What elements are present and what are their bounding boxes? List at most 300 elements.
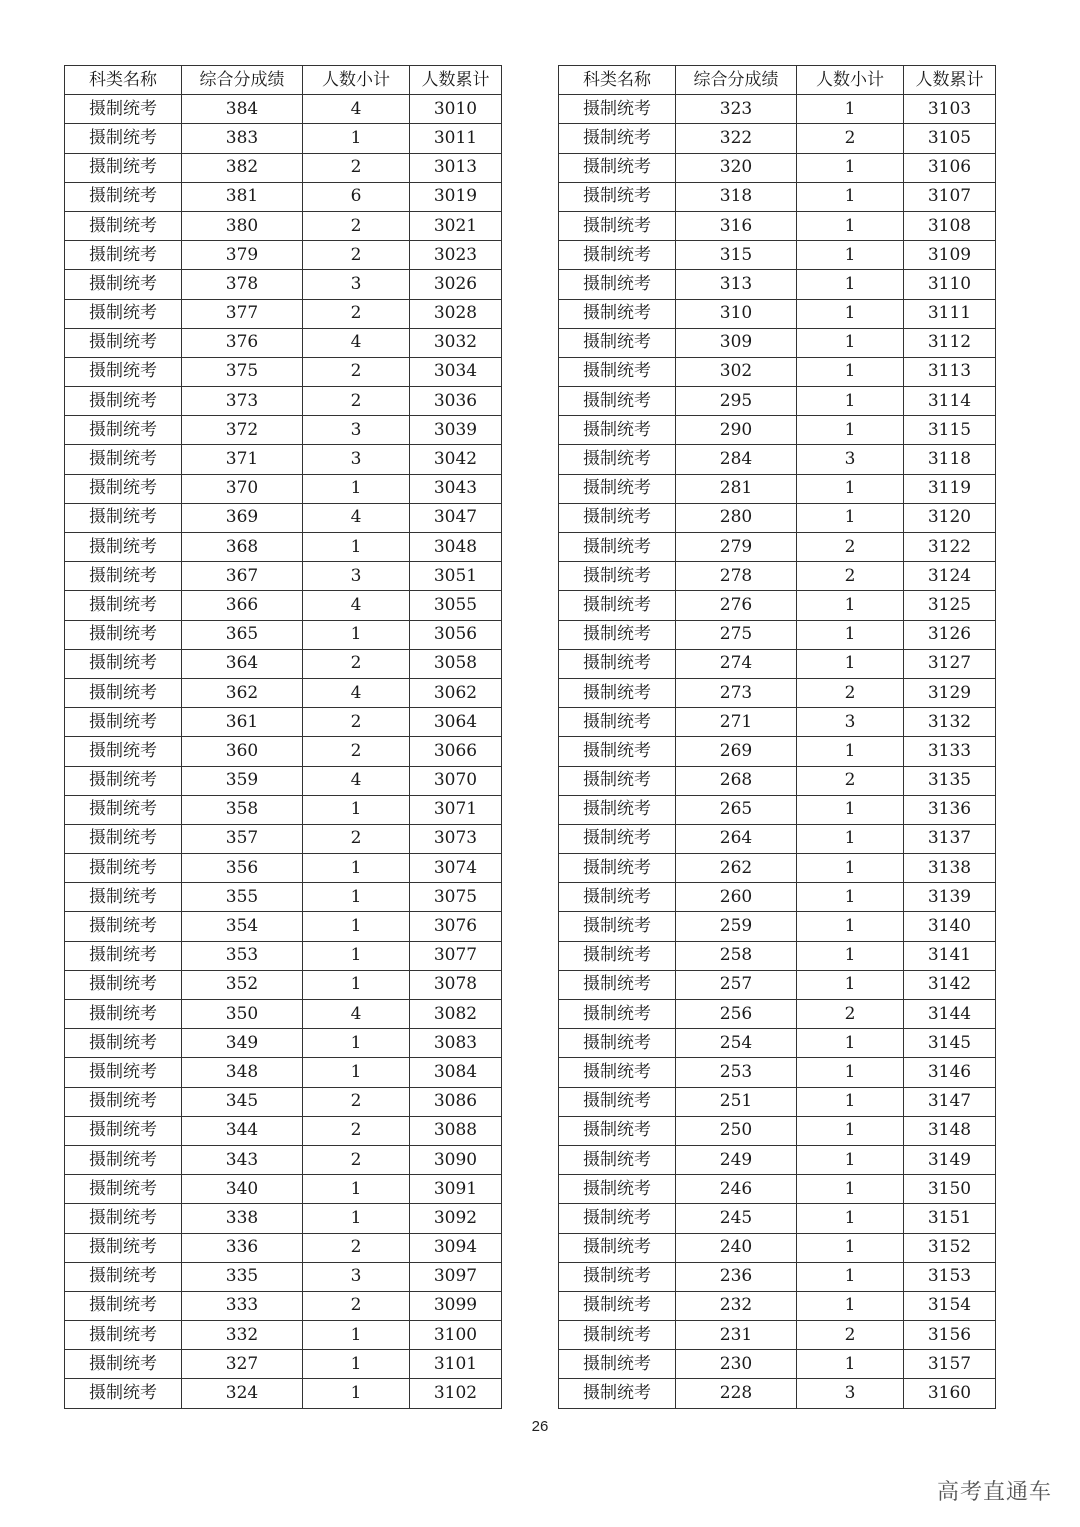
cell-score: 275 [676,620,797,649]
cell-cumulative: 3051 [410,562,502,591]
cell-cumulative: 3154 [904,1291,996,1320]
table-row [65,562,502,591]
cell-cumulative: 3101 [410,1350,502,1379]
table-row [559,883,996,912]
cell-category: 摄制统考 [65,1321,182,1350]
cell-count: 4 [303,591,410,620]
cell-score: 353 [182,941,303,970]
cell-category: 摄制统考 [559,1058,676,1087]
cell-count: 1 [303,124,410,153]
cell-count: 1 [797,416,904,445]
cell-score: 384 [182,95,303,124]
cell-count: 4 [303,328,410,357]
table-row [559,766,996,795]
cell-count: 2 [303,708,410,737]
cell-count: 1 [303,795,410,824]
cell-count: 4 [303,95,410,124]
cell-cumulative: 3043 [410,474,502,503]
table-row [65,1379,502,1408]
cell-score: 356 [182,854,303,883]
cell-cumulative: 3011 [410,124,502,153]
header-count: 人数小计 [303,66,410,95]
cell-cumulative: 3082 [410,1000,502,1029]
cell-cumulative: 3055 [410,591,502,620]
cell-count: 1 [797,357,904,386]
table-row [559,591,996,620]
table-row [65,1029,502,1058]
cell-count: 1 [797,620,904,649]
table-row [65,795,502,824]
cell-cumulative: 3102 [410,1379,502,1408]
cell-score: 332 [182,1321,303,1350]
cell-count: 3 [797,445,904,474]
table-row [559,416,996,445]
cell-cumulative: 3042 [410,445,502,474]
cell-category: 摄制统考 [559,1379,676,1408]
cell-cumulative: 3157 [904,1350,996,1379]
table-row [559,1291,996,1320]
cell-category: 摄制统考 [65,766,182,795]
cell-count: 2 [303,824,410,853]
cell-cumulative: 3138 [904,854,996,883]
cell-cumulative: 3058 [410,649,502,678]
cell-category: 摄制统考 [559,1175,676,1204]
score-table-right [558,65,996,1409]
table-row [559,270,996,299]
cell-cumulative: 3094 [410,1233,502,1262]
cell-score: 344 [182,1116,303,1145]
cell-score: 251 [676,1087,797,1116]
table-row [65,357,502,386]
cell-category: 摄制统考 [559,1000,676,1029]
table-row [559,445,996,474]
cell-count: 1 [797,941,904,970]
cell-score: 350 [182,1000,303,1029]
cell-cumulative: 3071 [410,795,502,824]
table-row [559,1087,996,1116]
cell-count: 4 [303,1000,410,1029]
cell-count: 1 [797,1087,904,1116]
cell-score: 320 [676,153,797,182]
table-row [559,1233,996,1262]
header-count: 人数小计 [797,66,904,95]
table-row [65,1087,502,1116]
table-row [65,766,502,795]
table-row [559,854,996,883]
cell-category: 摄制统考 [65,1291,182,1320]
cell-score: 273 [676,678,797,707]
table-row [559,1204,996,1233]
cell-score: 278 [676,562,797,591]
cell-category: 摄制统考 [559,824,676,853]
table-row [65,883,502,912]
cell-category: 摄制统考 [65,1087,182,1116]
cell-score: 274 [676,649,797,678]
cell-score: 310 [676,299,797,328]
cell-cumulative: 3118 [904,445,996,474]
cell-cumulative: 3073 [410,824,502,853]
cell-score: 380 [182,211,303,240]
table-row [65,1233,502,1262]
cell-category: 摄制统考 [559,416,676,445]
cell-category: 摄制统考 [65,503,182,532]
cell-cumulative: 3103 [904,95,996,124]
table-row [65,1175,502,1204]
cell-cumulative: 3124 [904,562,996,591]
table-header-row [65,66,502,95]
cell-cumulative: 3152 [904,1233,996,1262]
cell-category: 摄制统考 [65,124,182,153]
cell-count: 1 [797,1058,904,1087]
table-row [559,620,996,649]
cell-score: 373 [182,387,303,416]
cell-score: 336 [182,1233,303,1262]
cell-score: 257 [676,970,797,999]
cell-score: 361 [182,708,303,737]
cell-cumulative: 3048 [410,533,502,562]
cell-cumulative: 3034 [410,357,502,386]
cell-cumulative: 3019 [410,182,502,211]
cell-cumulative: 3110 [904,270,996,299]
table-row [559,649,996,678]
cell-count: 1 [303,854,410,883]
cell-category: 摄制统考 [65,533,182,562]
cell-count: 1 [797,1262,904,1291]
cell-count: 1 [797,1350,904,1379]
table-row [65,328,502,357]
table-row [65,182,502,211]
cell-count: 1 [303,1321,410,1350]
table-row [65,1321,502,1350]
cell-count: 1 [797,824,904,853]
table-row [559,124,996,153]
cell-cumulative: 3090 [410,1145,502,1174]
cell-cumulative: 3112 [904,328,996,357]
cell-cumulative: 3108 [904,211,996,240]
header-category: 科类名称 [65,66,182,95]
cell-cumulative: 3039 [410,416,502,445]
cell-count: 3 [303,270,410,299]
cell-count: 2 [303,153,410,182]
cell-cumulative: 3075 [410,883,502,912]
table-row [65,1350,502,1379]
table-row [559,1116,996,1145]
cell-score: 236 [676,1262,797,1291]
table-row [65,678,502,707]
table-row [65,1058,502,1087]
cell-count: 1 [797,1116,904,1145]
table-row [65,854,502,883]
table-row [65,153,502,182]
cell-count: 1 [797,299,904,328]
cell-count: 1 [797,1233,904,1262]
cell-score: 279 [676,533,797,562]
cell-category: 摄制统考 [559,1262,676,1291]
table-row [65,1262,502,1291]
cell-count: 3 [303,562,410,591]
cell-cumulative: 3032 [410,328,502,357]
cell-score: 264 [676,824,797,853]
cell-category: 摄制统考 [559,620,676,649]
cell-count: 4 [303,678,410,707]
cell-category: 摄制统考 [65,795,182,824]
table-row [559,795,996,824]
header-cumulative: 人数累计 [410,66,502,95]
cell-category: 摄制统考 [65,299,182,328]
cell-cumulative: 3148 [904,1116,996,1145]
cell-score: 375 [182,357,303,386]
table-row [559,1175,996,1204]
cell-count: 2 [303,1145,410,1174]
header-category: 科类名称 [559,66,676,95]
cell-cumulative: 3140 [904,912,996,941]
cell-category: 摄制统考 [559,1116,676,1145]
table-row [559,678,996,707]
cell-score: 309 [676,328,797,357]
cell-category: 摄制统考 [559,503,676,532]
cell-cumulative: 3106 [904,153,996,182]
table-row [559,241,996,270]
table-row [559,182,996,211]
cell-cumulative: 3092 [410,1204,502,1233]
cell-score: 369 [182,503,303,532]
cell-count: 2 [797,1000,904,1029]
cell-category: 摄制统考 [65,1000,182,1029]
cell-category: 摄制统考 [559,357,676,386]
cell-category: 摄制统考 [65,328,182,357]
table-row [559,533,996,562]
cell-count: 1 [303,941,410,970]
cell-count: 1 [303,1379,410,1408]
cell-count: 2 [303,649,410,678]
cell-score: 383 [182,124,303,153]
cell-score: 324 [182,1379,303,1408]
cell-category: 摄制统考 [65,1145,182,1174]
cell-category: 摄制统考 [559,562,676,591]
cell-category: 摄制统考 [559,766,676,795]
table-row [65,270,502,299]
cell-category: 摄制统考 [65,211,182,240]
cell-count: 1 [797,854,904,883]
watermark: 高考直通车 [936,1480,1052,1505]
table-row [559,153,996,182]
cell-score: 348 [182,1058,303,1087]
table-row [65,503,502,532]
cell-category: 摄制统考 [559,912,676,941]
cell-category: 摄制统考 [559,1350,676,1379]
table-row [559,474,996,503]
cell-category: 摄制统考 [65,1379,182,1408]
cell-category: 摄制统考 [559,387,676,416]
cell-score: 370 [182,474,303,503]
cell-score: 256 [676,1000,797,1029]
cell-category: 摄制统考 [65,824,182,853]
table-row [559,1058,996,1087]
cell-category: 摄制统考 [65,678,182,707]
cell-category: 摄制统考 [559,474,676,503]
cell-count: 2 [303,299,410,328]
cell-count: 1 [303,1350,410,1379]
cell-count: 2 [303,1233,410,1262]
header-score: 综合分成绩 [676,66,797,95]
table-row [559,737,996,766]
cell-score: 378 [182,270,303,299]
table-row [65,649,502,678]
cell-score: 354 [182,912,303,941]
table-row [65,970,502,999]
cell-category: 摄制统考 [65,649,182,678]
cell-cumulative: 3064 [410,708,502,737]
cell-score: 368 [182,533,303,562]
cell-category: 摄制统考 [65,912,182,941]
cell-cumulative: 3114 [904,387,996,416]
cell-category: 摄制统考 [559,124,676,153]
cell-category: 摄制统考 [559,1233,676,1262]
cell-count: 2 [797,533,904,562]
table-row [559,299,996,328]
cell-count: 1 [797,270,904,299]
cell-score: 228 [676,1379,797,1408]
cell-category: 摄制统考 [65,1175,182,1204]
cell-category: 摄制统考 [65,474,182,503]
cell-category: 摄制统考 [65,1116,182,1145]
cell-count: 1 [797,1145,904,1174]
cell-score: 379 [182,241,303,270]
cell-count: 1 [797,474,904,503]
cell-score: 315 [676,241,797,270]
page-number: 26 [531,1418,549,1435]
table-row [65,416,502,445]
cell-score: 333 [182,1291,303,1320]
cell-cumulative: 3137 [904,824,996,853]
cell-count: 1 [797,1204,904,1233]
cell-cumulative: 3070 [410,766,502,795]
cell-score: 345 [182,1087,303,1116]
cell-category: 摄制统考 [65,1262,182,1291]
cell-category: 摄制统考 [65,1058,182,1087]
cell-score: 295 [676,387,797,416]
cell-score: 358 [182,795,303,824]
cell-count: 1 [303,1029,410,1058]
cell-cumulative: 3099 [410,1291,502,1320]
table-row [559,1145,996,1174]
cell-count: 1 [797,970,904,999]
table-row [65,1204,502,1233]
cell-category: 摄制统考 [65,591,182,620]
cell-count: 2 [797,678,904,707]
cell-score: 271 [676,708,797,737]
cell-count: 1 [797,649,904,678]
table-row [559,387,996,416]
cell-count: 1 [303,474,410,503]
cell-cumulative: 3026 [410,270,502,299]
cell-score: 381 [182,182,303,211]
cell-count: 4 [303,766,410,795]
cell-cumulative: 3010 [410,95,502,124]
cell-category: 摄制统考 [65,854,182,883]
table-row [65,620,502,649]
cell-count: 1 [303,912,410,941]
cell-cumulative: 3091 [410,1175,502,1204]
cell-category: 摄制统考 [559,270,676,299]
cell-category: 摄制统考 [559,591,676,620]
cell-count: 1 [303,1058,410,1087]
cell-count: 1 [303,970,410,999]
cell-count: 2 [303,357,410,386]
cell-score: 364 [182,649,303,678]
cell-category: 摄制统考 [559,708,676,737]
cell-count: 1 [303,620,410,649]
cell-score: 316 [676,211,797,240]
table-row [65,591,502,620]
cell-category: 摄制统考 [559,649,676,678]
cell-score: 258 [676,941,797,970]
table-row [65,299,502,328]
cell-cumulative: 3147 [904,1087,996,1116]
cell-category: 摄制统考 [65,970,182,999]
cell-count: 1 [303,533,410,562]
cell-cumulative: 3120 [904,503,996,532]
cell-category: 摄制统考 [559,1321,676,1350]
cell-score: 276 [676,591,797,620]
table-row [65,211,502,240]
cell-category: 摄制统考 [65,708,182,737]
cell-count: 3 [303,445,410,474]
cell-score: 254 [676,1029,797,1058]
cell-category: 摄制统考 [65,182,182,211]
cell-cumulative: 3145 [904,1029,996,1058]
cell-cumulative: 3088 [410,1116,502,1145]
cell-score: 259 [676,912,797,941]
cell-cumulative: 3142 [904,970,996,999]
cell-score: 230 [676,1350,797,1379]
cell-count: 1 [797,1175,904,1204]
cell-category: 摄制统考 [65,357,182,386]
cell-score: 343 [182,1145,303,1174]
cell-cumulative: 3146 [904,1058,996,1087]
cell-count: 2 [303,1087,410,1116]
cell-count: 1 [797,211,904,240]
cell-count: 1 [797,1029,904,1058]
table-row [65,387,502,416]
cell-count: 1 [797,1291,904,1320]
cell-cumulative: 3122 [904,533,996,562]
table-row [559,912,996,941]
cell-cumulative: 3133 [904,737,996,766]
cell-cumulative: 3151 [904,1204,996,1233]
cell-count: 1 [797,912,904,941]
table-row [65,824,502,853]
cell-score: 302 [676,357,797,386]
cell-cumulative: 3021 [410,211,502,240]
cell-cumulative: 3129 [904,678,996,707]
cell-category: 摄制统考 [559,970,676,999]
cell-score: 245 [676,1204,797,1233]
cell-cumulative: 3062 [410,678,502,707]
cell-cumulative: 3126 [904,620,996,649]
cell-score: 371 [182,445,303,474]
cell-score: 269 [676,737,797,766]
cell-score: 265 [676,795,797,824]
table-row [65,124,502,153]
cell-category: 摄制统考 [559,1204,676,1233]
cell-score: 284 [676,445,797,474]
cell-score: 376 [182,328,303,357]
cell-category: 摄制统考 [559,299,676,328]
cell-score: 249 [676,1145,797,1174]
cell-cumulative: 3139 [904,883,996,912]
cell-score: 372 [182,416,303,445]
